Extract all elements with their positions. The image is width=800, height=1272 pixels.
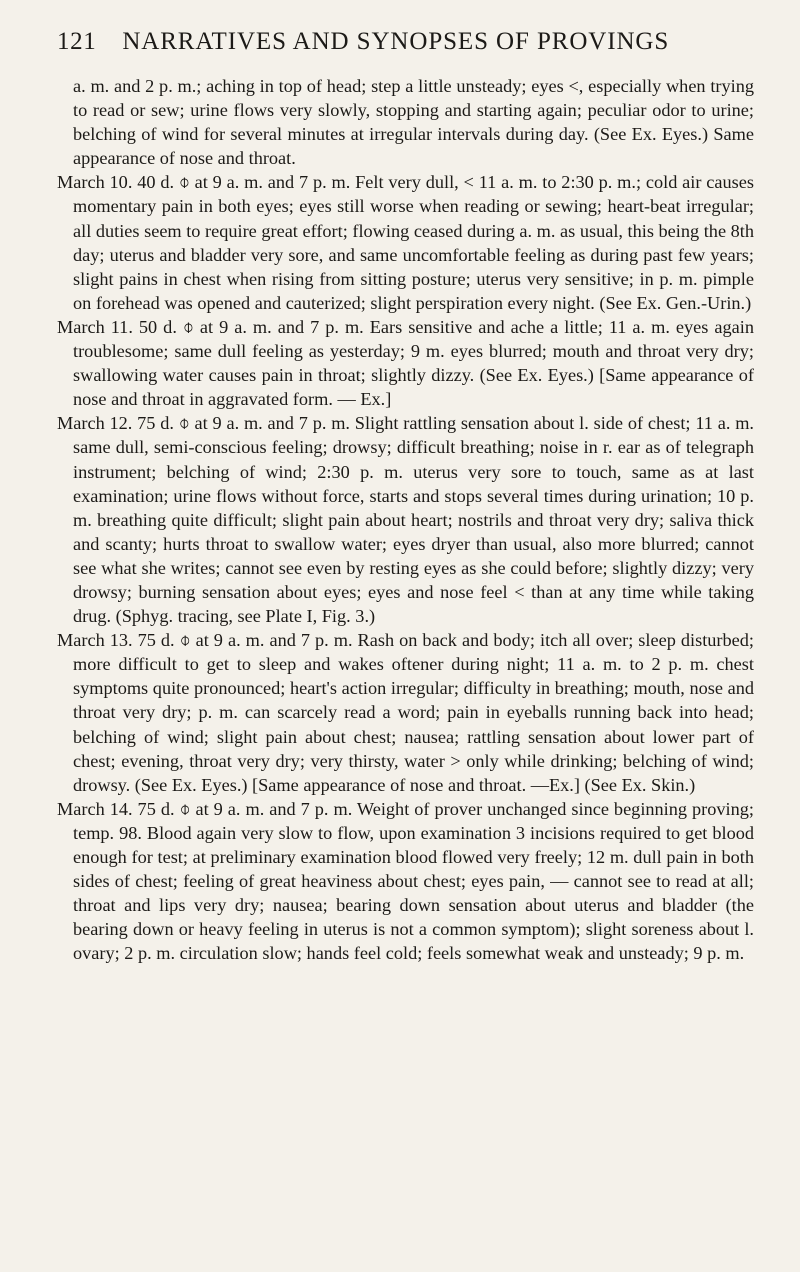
paragraph-march-10: March 10. 40 d. ⌽ at 9 a. m. and 7 p. m. Felt very dull, < 11 a. m. to 2:30 p. m.; cold air causes momentary pain in both eyes; eyes still worse when reading or sewing; heart-beat irregular; all duties seem to require great effort; flowing ceased during a. m. as usual, this being the 8th day; uterus and bladder very sore, and same uncomfortable feeling as during past few years; slight pains in chest when rising from sitting posture; uterus very sensitive; in p. m. pimple on forehead was opened and cauterized; slight perspiration every night. (See Ex. Gen.-Urin.) [57,172,754,313]
body-text [57,74,754,965]
running-title: NARRATIVES AND SYNOPSES OF PROVINGS [122,28,670,55]
paragraph-march-13: March 13. 75 d. ⌽ at 9 a. m. and 7 p. m. Rash on back and body; itch all over; sleep disturbed; more difficult to get to sleep and wakes oftener during night; 11 a. m. to 2 p. m. chest symptoms quite pronounced; heart's action irregular; difficulty in breathing; mouth, nose and throat very dry; p. m. can scarcely read a word; pain in eyeballs running back into head; belching of wind; slight pain about chest; nausea; rattling sensation about lower part of chest; evening, throat very dry; very thirsty, water > only while drinking; belching of wind; drowsy. (See Ex. Eyes.) [Same appearance of nose and throat. —Ex.] (See Ex. Skin.) [57,630,754,795]
paragraph-march-12: March 12. 75 d. ⌽ at 9 a. m. and 7 p. m. Slight rattling sensation about l. side of chest; 11 a. m. same dull, semi-conscious feeling; drowsy; difficult breathing; noise in r. ear as of telegraph instrument; belching of wind; 2:30 p. m. uterus very sore to touch, same as at last examination; urine flows without force, starts and stops several times during urination; 10 p. m. breathing quite difficult; slight pain about heart; nostrils and throat very dry; saliva thick and scanty; hurts throat to swallow water; eyes dryer than usual, also more blurred; cannot see what she writes; cannot see even by resting eyes as she could before; slightly dizzy; very drowsy; burning sensation about eyes; eyes and nose feel < than at any time while taking drug. (Sphyg. tracing, see Plate I, Fig. 3.) [57,413,754,627]
page-number: 121 [57,28,97,55]
paragraph-march-11: March 11. 50 d. ⌽ at 9 a. m. and 7 p. m. Ears sensitive and ache a little; 11 a. m. eyes again troublesome; same dull feeling as yesterday; 9 m. eyes blurred; mouth and throat very dry; swallowing water causes pain in throat; slightly dizzy. (See Ex. Eyes.) [Same appearance of nose and throat in aggravated form. — Ex.] [57,316,754,410]
paragraph-march-14: March 14. 75 d. ⌽ at 9 a. m. and 7 p. m. Weight of prover unchanged since beginning proving; temp. 98. Blood again very slow to flow, upon examination 3 incisions required to get blood enough for test; at preliminary examination blood flowed very freely; 12 m. dull pain in both sides of chest; feeling of great heaviness about chest; eyes pain, — cannot see to read at all; throat and lips very dry; nausea; bearing down sensation about uterus and bladder (the bearing down or heavy feeling in uterus is not a common symptom); slight soreness about l. ovary; 2 p. m. circulation slow; hands feel cold; feels somewhat weak and unsteady; 9 p. m. [57,798,754,964]
page-header [57,28,754,56]
paragraph-continuation: a. m. and 2 p. m.; aching in top of head; step a little unsteady; eyes <, especially when trying to read or sew; urine flows very slowly, stopping and starting again; peculiar odor to urine; belching of wind for several minutes at irregular intervals during day. (See Ex. Eyes.) Same appearance of nose and throat. [73,76,754,169]
